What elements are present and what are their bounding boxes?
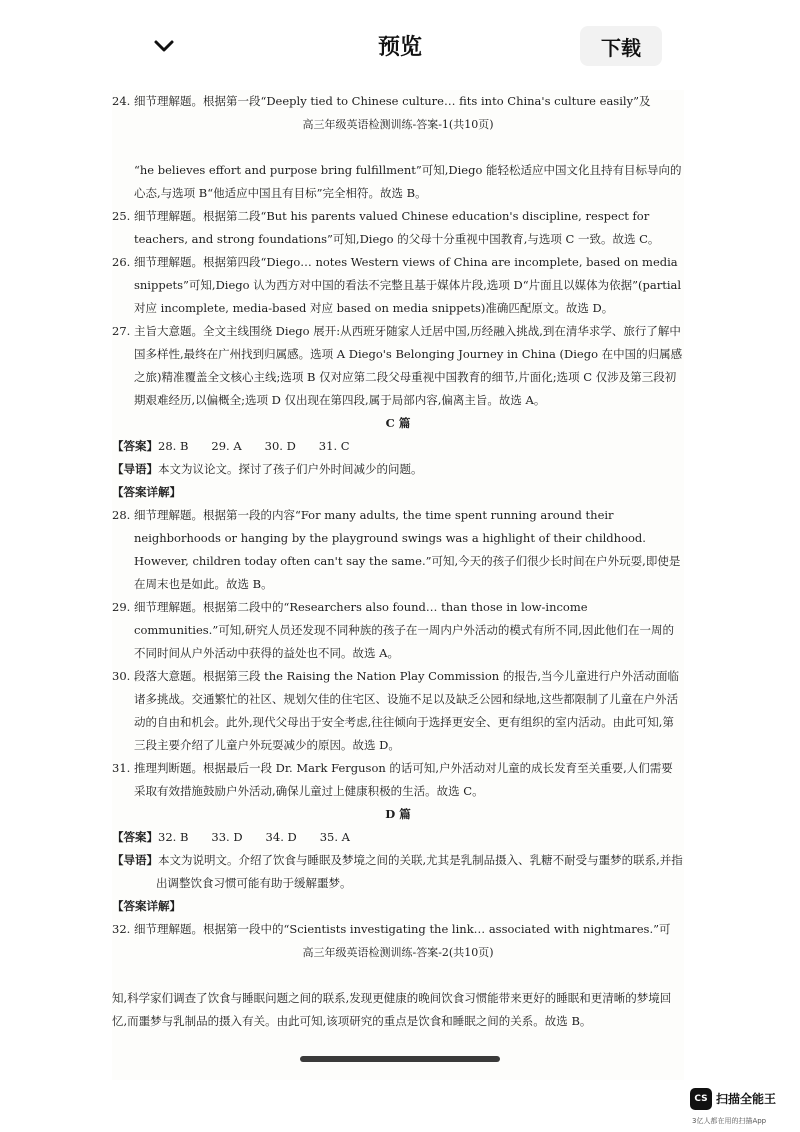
c-guide-text: 本文为议论文。探讨了孩子们户外时间减少的问题。 xyxy=(158,462,423,476)
document-preview[interactable] xyxy=(112,90,684,1080)
page-footer-2: 高三年级英语检测训练-答案-2(共10页) xyxy=(302,946,494,959)
q26: 26. 细节理解题。根据第四段“Diego… notes Western views of China are incomplete, based on media snippets”可知,Diego 认为西方对中国的看法不完整且基于媒体片段,选项 D“片面且以媒体为依据”(partial 对应 incomplete, media-based 对应 based on media snippets)准确匹配原文。故选 D。 xyxy=(112,255,682,315)
q32-continuation: 知,科学家们调查了饮食与睡眠问题之间的联系,发现更健康的晚间饮食习惯能带来更好的睡眠和更清晰的梦境回忆,而噩梦与乳制品的摄入有关。由此可知,该项研究的重点是饮食和睡眠之间的关系。故选 B。 xyxy=(112,991,672,1028)
scanner-watermark xyxy=(690,1088,798,1128)
watermark-name: 扫描全能王 xyxy=(716,1092,777,1106)
section-c-heading: C 篇 xyxy=(385,416,411,430)
top-bar xyxy=(0,0,800,90)
c-answer-label: 【答案】 xyxy=(112,439,158,453)
d-guide-row xyxy=(112,849,684,895)
download-button[interactable]: 下载 xyxy=(580,26,662,66)
q31: 31. 推理判断题。根据最后一段 Dr. Mark Ferguson 的话可知,户外活动对儿童的成长发育至关重要,人们需要采取有效措施鼓励户外活动,确保儿童过上健康积极的生活。故选 C。 xyxy=(112,761,673,798)
page-title: 预览 xyxy=(377,35,422,60)
q28: 28. 细节理解题。根据第一段的内容“For many adults, the time spent running around their neighborhoods or hanging by the playground swings was a highlight of their childhood. However, children today often can't say the same.”可知,今天的孩子们很少长时间在户外玩耍,即使是在周末也是如此。故选 B。 xyxy=(112,508,681,591)
d-answer-label: 【答案】 xyxy=(112,830,158,844)
q24-continuation: “he believes effort and purpose bring fulfillment”可知,Diego 能轻松适应中国文化且持有目标导向的心态,与选项 B“他适应中国且有目标”完全相符。故选 B。 xyxy=(134,163,682,200)
q30: 30. 段落大意题。根据第三段 the Raising the Nation Play Commission 的报告,当今儿童进行户外活动面临诸多挑战。交通繁忙的社区、规划欠佳的住宅区、设施不足以及缺乏公园和绿地,这些都限制了儿童在户外活动的自由和机会。此外,现代父母出于安全考虑,往往倾向于选择更安全、更有组织的室内活动。由此可知,第三段主要介绍了儿童户外玩耍减少的原因。故选 D。 xyxy=(112,669,679,752)
d-detail-label: 【答案详解】 xyxy=(112,899,181,913)
section-d-heading: D 篇 xyxy=(385,807,411,821)
c-guide-row xyxy=(112,458,684,481)
c-answer-row xyxy=(112,435,684,458)
q27: 27. 主旨大意题。全文主线围绕 Diego 展开:从西班牙随家人迁居中国,历经融入挑战,到在清华求学、旅行了解中国多样性,最终在广州找到归属感。选项 A Diego's Belonging Journey in China (Diego 在中国的归属感之旅)精准覆盖全文核心主线;选项 B 仅对应第二段父母重视中国教育的细节,片面化;选项 C 仅涉及第三段初期艰难经历,以偏概全;选项 D 仅出现在第四段,属于局部内容,偏离主旨。故选 A。 xyxy=(112,324,683,407)
d-guide-text: 本文为说明文。介绍了饮食与睡眠及梦境之间的关联,尤其是乳制品摄入、乳糖不耐受与噩梦的联系,并指出调整饮食习惯可能有助于缓解噩梦。 xyxy=(156,853,683,890)
d-guide-label: 【导语】 xyxy=(112,853,158,867)
q24-start: 24. 细节理解题。根据第一段“Deeply tied to Chinese culture… fits into China's culture easily”及 xyxy=(112,94,651,108)
q29: 29. 细节理解题。根据第二段中的“Researchers also found… than those in low-income communities.”可知,研究人员还发现不同种族的孩子在一周内户外活动的模式有所不同,因此他们在一周的不同时间从户外活动中获得的益处也不同。故选 A。 xyxy=(112,600,675,660)
d-answer-row xyxy=(112,826,684,849)
scroll-indicator[interactable] xyxy=(300,1056,500,1062)
c-detail-label: 【答案详解】 xyxy=(112,485,181,499)
d-answer-values: 32. B 33. D 34. D 35. A xyxy=(158,830,350,844)
c-guide-label: 【导语】 xyxy=(112,462,158,476)
page-footer-1: 高三年级英语检测训练-答案-1(共10页) xyxy=(302,118,494,131)
q32-start: 32. 细节理解题。根据第一段中的“Scientists investigating the link… associated with nightmares.”可 xyxy=(112,922,671,936)
camscanner-logo-icon: CS xyxy=(690,1088,712,1110)
q25: 25. 细节理解题。根据第二段“But his parents valued Chinese education's discipline, respect for teachers, and strong foundations”可知,Diego 的父母十分重视中国教育,与选项 C 一致。故选 C。 xyxy=(112,209,660,246)
watermark-slogan: 3亿人都在用的扫描App xyxy=(692,1117,767,1125)
c-answer-values: 28. B 29. A 30. D 31. C xyxy=(158,439,350,453)
